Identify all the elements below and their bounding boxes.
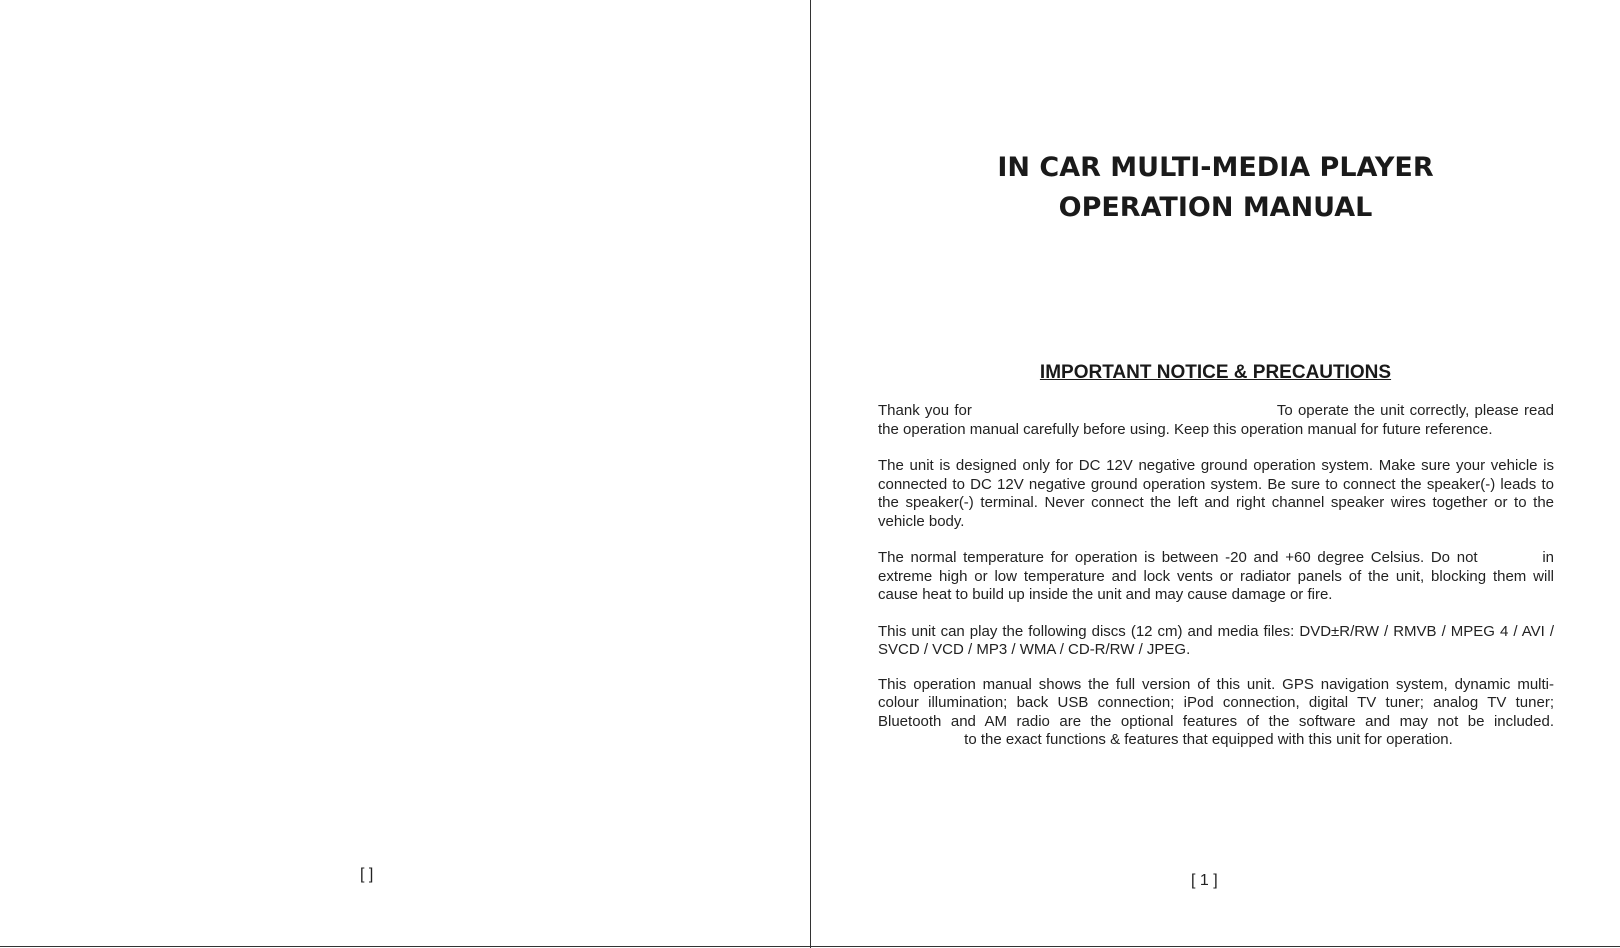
left-page-number: [ ] — [360, 866, 374, 883]
p5-start: This operation manual shows the full version of this unit. GPS navigation system, dynamic multi-colour illumination; back USB connection; iPod connection, digital TV tuner; analog TV tuner; Bluetooth and AM radio are the optional features of the software and may not be included. — [878, 675, 1554, 730]
p1-end: To operate the unit correctly, please read the operation manual carefully before using. Keep this operation manual for future reference. — [878, 402, 1555, 438]
title-line-1: IN CAR MULTI-MEDIA PLAYER — [997, 152, 1434, 183]
notice-paragraph-4: This unit can play the following discs (12 cm) and media files: DVD±R/RW / RMVB / MPEG 4 / AVI / SVCD / VCD / MP3 / WMA / CD-R/RW / JPEG. — [878, 622, 1554, 658]
notice-paragraph-2: The unit is designed only for DC 12V negative ground operation system. Make sure your vehicle is connected to DC 12V negative ground operation system. Be sure to connect the speaker(-) leads to the speaker(-) terminal. Never connect the left and right channel speaker wires together or to the vehicle body. — [878, 457, 1554, 530]
manual-title — [811, 148, 1620, 228]
right-page — [811, 0, 1620, 948]
notice-body — [878, 402, 1554, 768]
p5-end: to the exact functions & features that equipped with this unit for operation. — [964, 731, 1453, 748]
notice-paragraph-1 — [878, 402, 1554, 439]
p3-start: The normal temperature for operation is between -20 and +60 degree Celsius. Do not — [878, 549, 1478, 566]
notice-heading: IMPORTANT NOTICE & PRECAUTIONS — [1039, 362, 1392, 383]
notice-paragraph-5 — [878, 676, 1554, 750]
title-line-2: OPERATION MANUAL — [1058, 192, 1373, 223]
bottom-edge-line — [0, 946, 1620, 947]
notice-paragraph-3 — [878, 549, 1554, 605]
p1-start: Thank you for — [878, 402, 972, 419]
right-page-number: [ 1 ] — [1191, 872, 1218, 889]
p3-end: in extreme high or low temperature and lock vents or radiator panels of the unit, blocking them will cause heat to build up inside the unit and may cause damage or fire. — [878, 549, 1554, 603]
